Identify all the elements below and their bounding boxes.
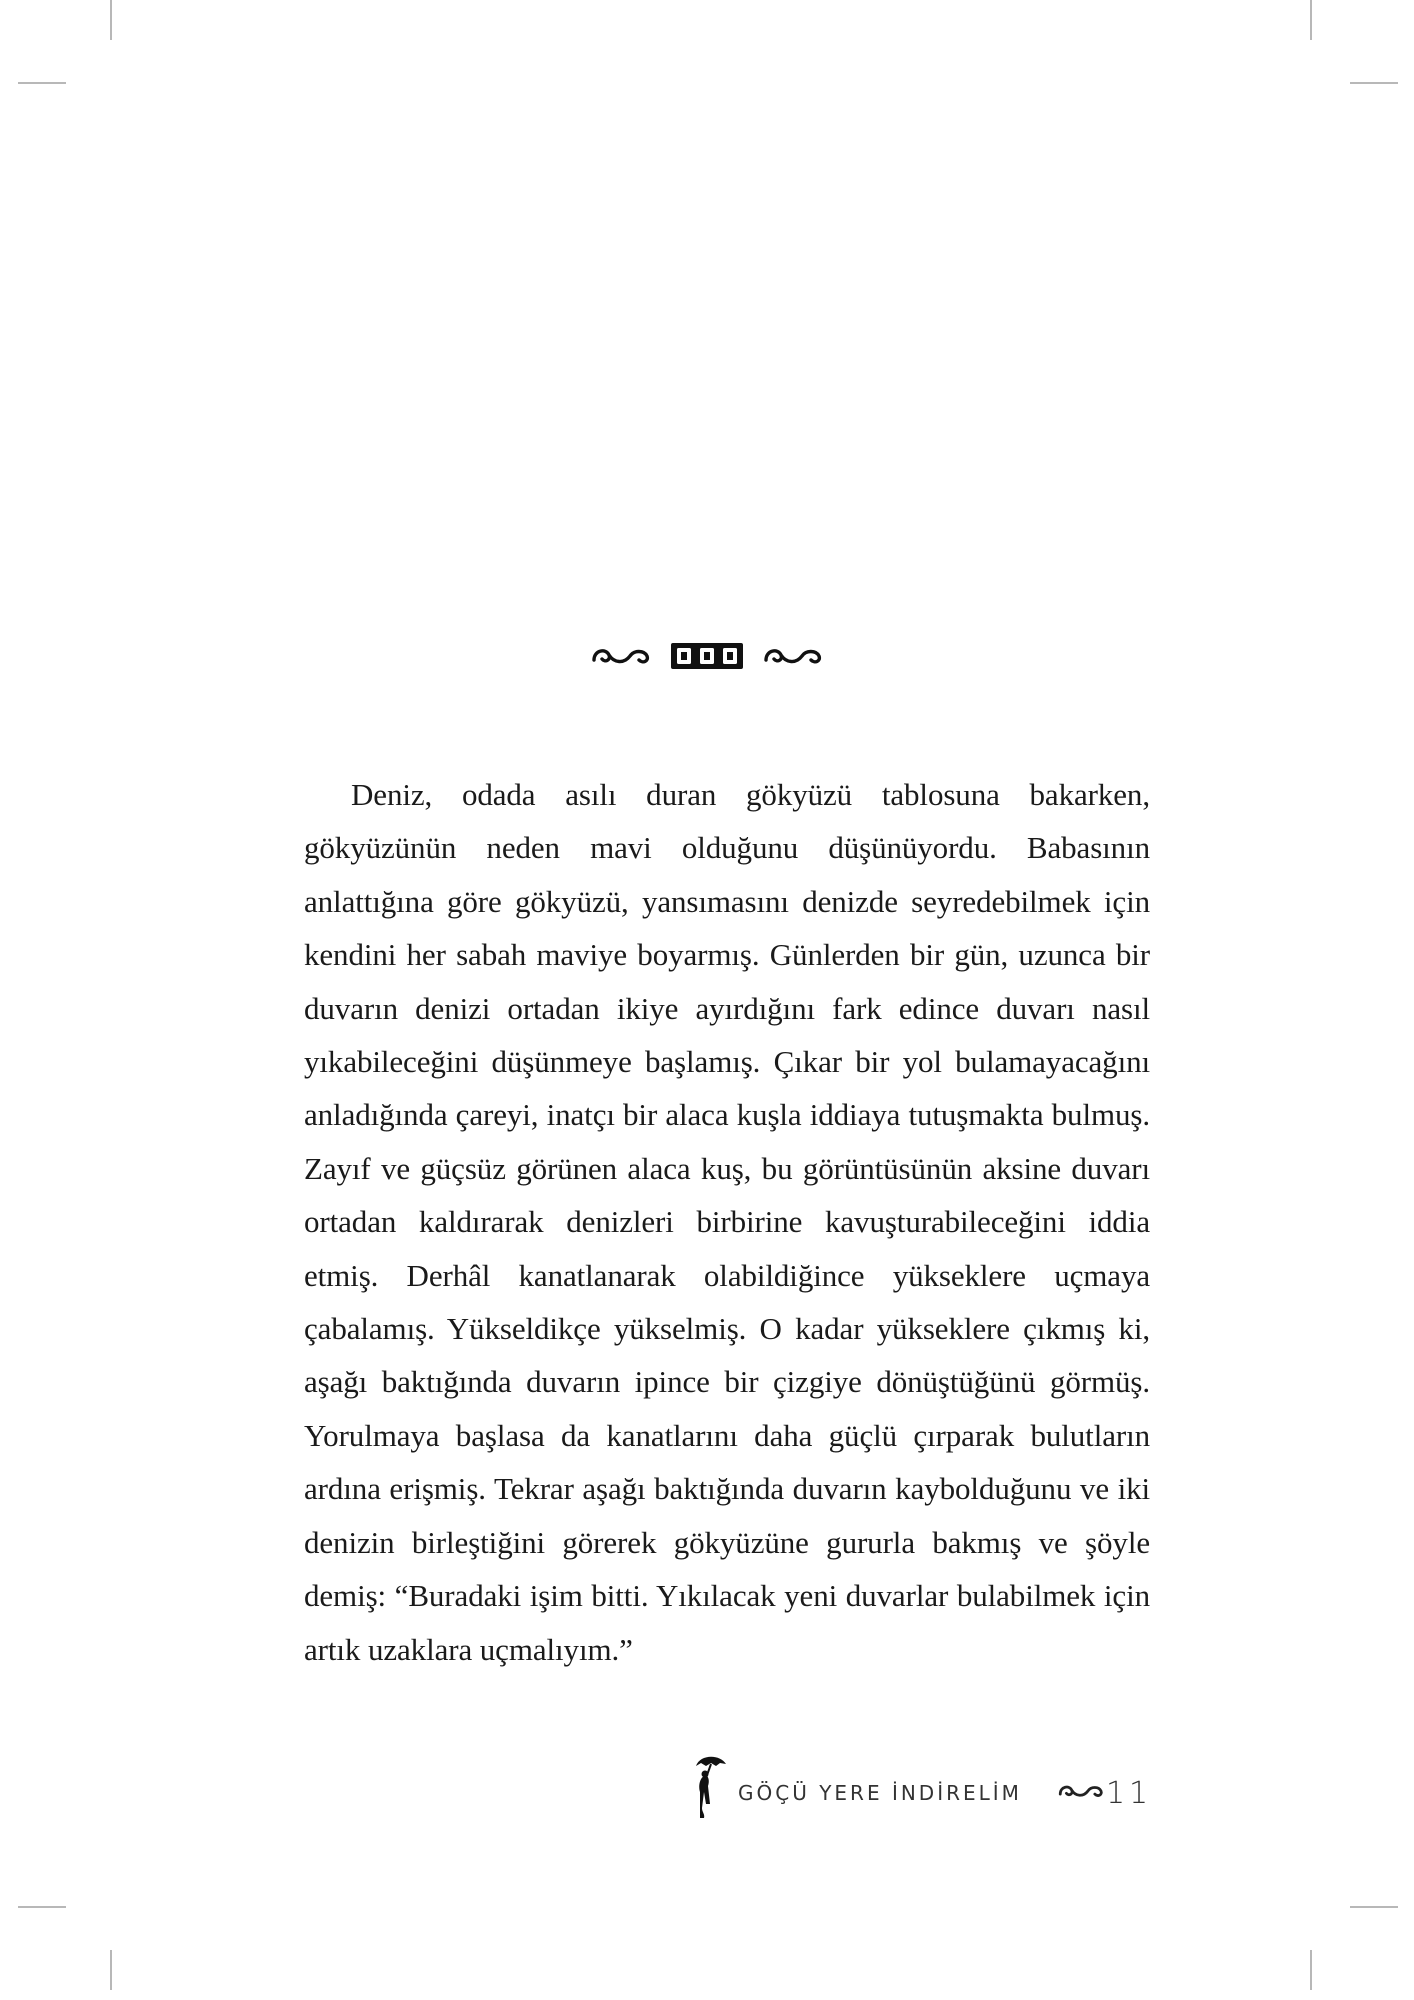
running-footer	[690, 1752, 1153, 1822]
crop-mark-top-right-vertical	[1310, 0, 1312, 40]
page-number: 11	[1105, 1775, 1153, 1811]
running-title: GÖÇÜ YERE İNDİRELİM	[738, 1781, 1022, 1805]
crop-mark-bottom-right-vertical	[1310, 1950, 1312, 1990]
swirl-icon	[762, 643, 824, 669]
crop-mark-top-left-horizontal	[18, 82, 66, 84]
crop-mark-bottom-left-horizontal	[18, 1906, 66, 1908]
umbrella-figure-icon	[690, 1752, 732, 1822]
crop-mark-bottom-right-horizontal	[1350, 1906, 1398, 1908]
story-paragraph: Deniz, odada asılı duran gökyüzü tablosuna bakarken, gökyüzünün neden mavi olduğunu düşünüyordu. Babasının anlattığına göre gökyüzü, yansımasını denizde seyredebilmek için kendini her sabah maviye boyarmış. Günlerden bir gün, uzunca bir duvarın denizi ortadan ikiye ayırdığını fark edince duvarı nasıl yıkabileceğini düşünmeye başlamış. Çıkar bir yol bulamayacağını anladığında çareyi, inatçı bir alaca kuşla iddiaya tutuşmakta bulmuş. Zayıf ve güçsüz görünen alaca kuş, bu görüntüsünün aksine duvarı ortadan kaldırarak denizleri birbirine kavuşturabileceğini iddia etmiş. Derhâl kanatlanarak olabildiğince yükseklere uçmaya çabalamış. Yükseldikçe yükselmiş. O kadar yükseklere çıkmış ki, aşağı baktığında duvarın ipince bir çizgiye dönüştüğünü görmüş. Yorulmaya başlasa da kanatlarını daha güçlü çırparak bulutların ardına erişmiş. Tekrar aşağı baktığında duvarın kaybolduğunu ve iki denizin birleştiğini görerek gökyüzüne gururla bakmış ve şöyle demiş: “Buradaki işim bitti. Yıkılacak yeni duvarlar bulabilmek için artık uzaklara uçmalıyım.”	[304, 777, 1150, 1667]
crop-mark-bottom-left-vertical	[110, 1950, 112, 1990]
swirl-icon	[590, 643, 652, 669]
chapter-ornament	[0, 636, 1414, 676]
meander-box-icon	[670, 642, 744, 670]
crop-mark-top-right-horizontal	[1350, 82, 1398, 84]
swirl-icon	[1056, 1781, 1106, 1806]
crop-mark-top-left-vertical	[110, 0, 112, 40]
